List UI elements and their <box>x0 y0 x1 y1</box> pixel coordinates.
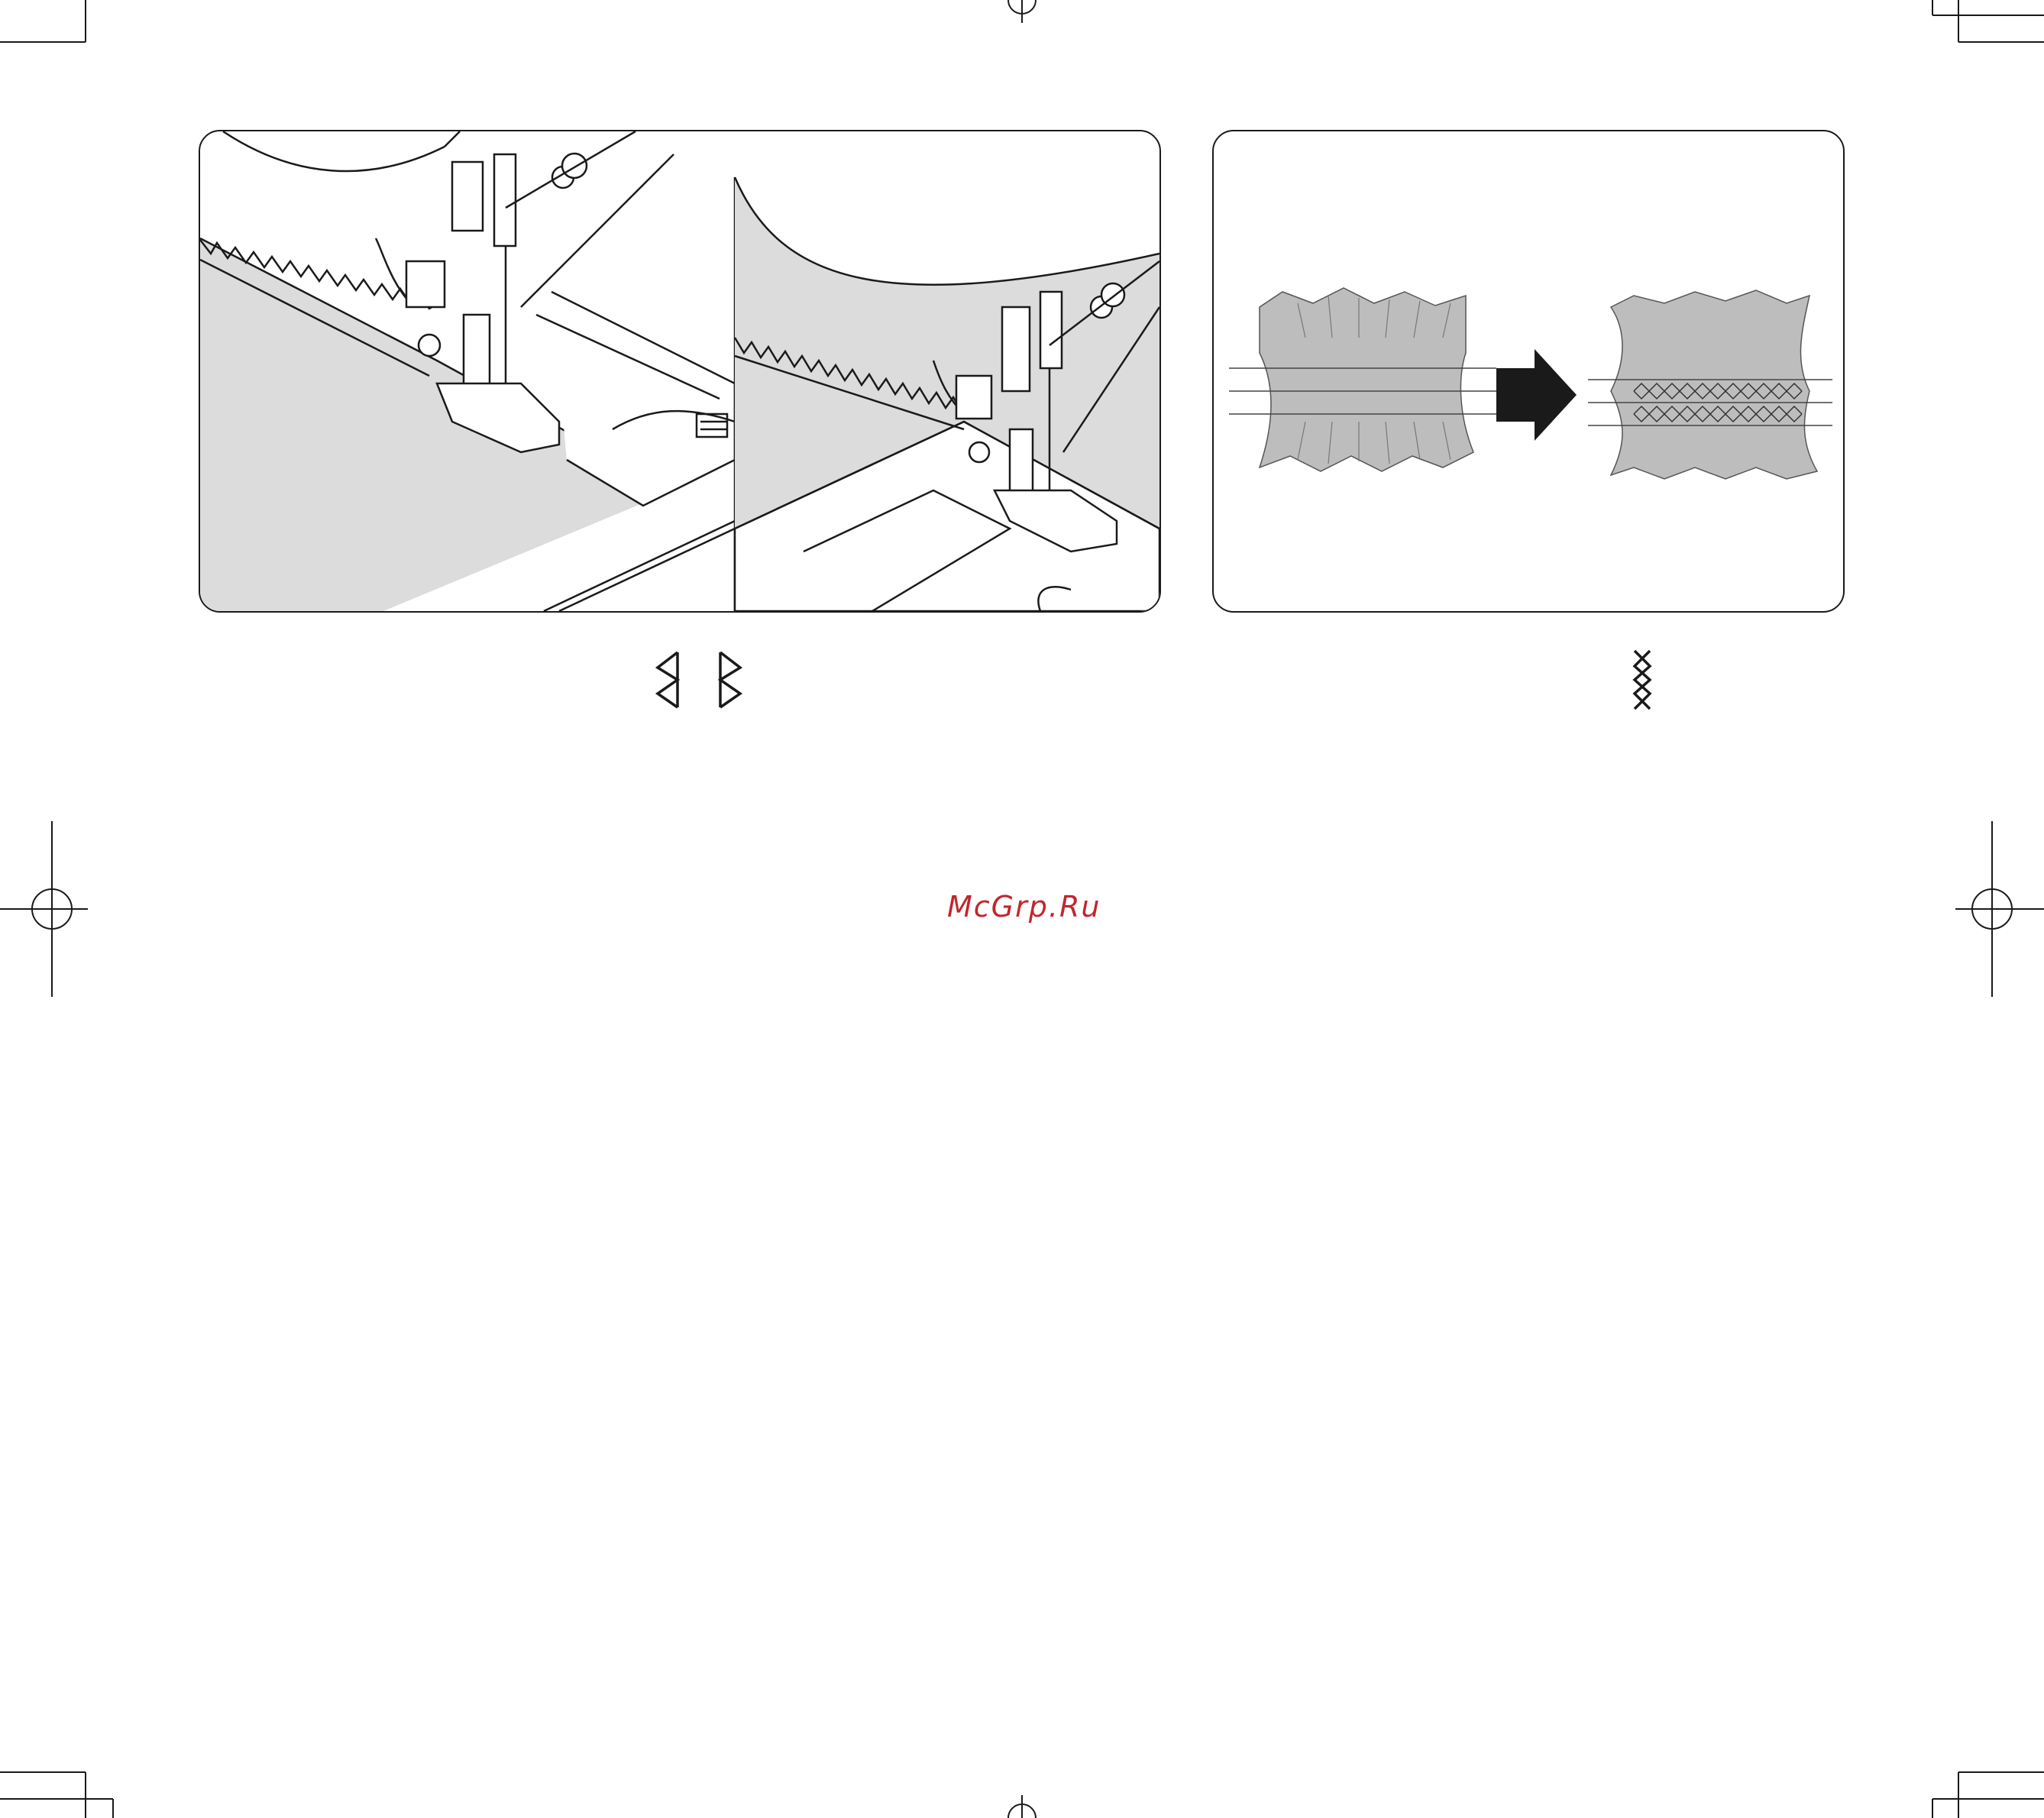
zigzag-stitch-right-icon <box>714 649 745 710</box>
smocking-illustration <box>1214 131 1843 611</box>
arrow-right-icon <box>1496 349 1577 441</box>
watermark: McGrp.Ru <box>947 890 1101 924</box>
honeycomb-stitch-icon <box>1627 649 1658 710</box>
sewing-illustration-panel <box>199 130 1161 613</box>
zigzag-stitch-left-icon <box>653 649 684 710</box>
gathered-fabric-before <box>1260 288 1473 471</box>
sewing-machine-illustration <box>200 131 1159 611</box>
smocking-illustration-panel <box>1212 130 1845 613</box>
